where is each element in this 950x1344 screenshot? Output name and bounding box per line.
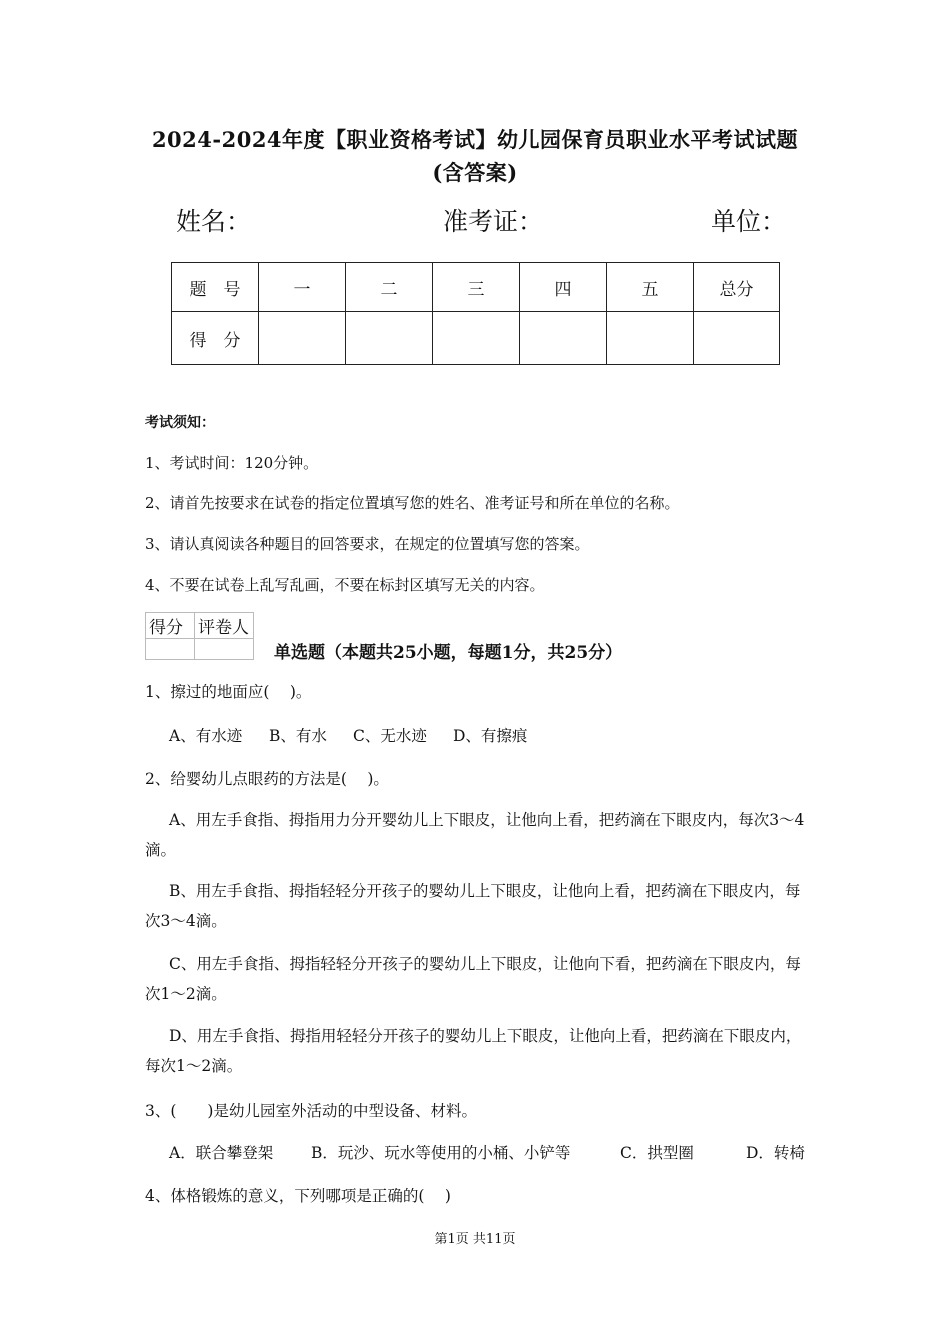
score-cell bbox=[346, 312, 433, 365]
header-cell-total: 总分 bbox=[694, 263, 780, 312]
question-2-option-b: B、用左手食指、拇指轻轻分开孩子的婴幼儿上下眼皮，让他向上看，把药滴在下眼皮内，每次3～4滴。 bbox=[145, 882, 801, 930]
page-footer: 第1页 共11页 bbox=[434, 1232, 516, 1247]
header-cell-question-number: 题 号 bbox=[172, 263, 259, 312]
score-table-score-row bbox=[172, 312, 780, 365]
question-1-option-a: A、有水迹 bbox=[169, 727, 243, 745]
score-row-label: 得 分 bbox=[172, 312, 259, 365]
question-2-option-c: C、用左手食指、拇指轻轻分开孩子的婴幼儿上下眼皮，让他向下看，把药滴在下眼皮内，每次1～2滴。 bbox=[145, 955, 801, 1003]
question-3-stem: 3、( )是幼儿园室外活动的中型设备、材料。 bbox=[145, 1102, 477, 1120]
score-cell bbox=[607, 312, 694, 365]
grader-name-label: 评卷人 bbox=[195, 613, 254, 639]
unit-field-label: 单位： bbox=[711, 207, 787, 236]
question-1-option-d: D、有擦痕 bbox=[453, 727, 528, 745]
grader-score-cell bbox=[146, 639, 195, 660]
grader-name-cell bbox=[195, 639, 254, 660]
score-table-header-row bbox=[172, 263, 780, 312]
score-cell bbox=[520, 312, 607, 365]
question-2-stem: 2、给婴幼儿点眼药的方法是( )。 bbox=[145, 770, 389, 788]
score-cell bbox=[259, 312, 346, 365]
exam-title: 2024-2024年度【职业资格考试】幼儿园保育员职业水平考试试题 bbox=[151, 127, 799, 152]
question-2-option-a: A、用左手食指、拇指用力分开婴幼儿上下眼皮，让他向上看，把药滴在下眼皮内，每次3～4滴。 bbox=[145, 811, 805, 859]
header-cell-part-1: 一 bbox=[259, 263, 346, 312]
notice-item: 1、考试时间：120分钟。 bbox=[145, 454, 319, 472]
score-cell bbox=[433, 312, 520, 365]
grader-score-label: 得分 bbox=[146, 613, 195, 639]
header-cell-part-2: 二 bbox=[346, 263, 433, 312]
question-4-stem: 4、体格锻炼的意义，下列哪项是正确的( ) bbox=[145, 1187, 451, 1205]
name-field-label: 姓名： bbox=[176, 207, 252, 236]
section-title: 单选题（本题共25小题，每题1分，共25分） bbox=[274, 643, 623, 663]
notice-item: 3、请认真阅读各种题目的回答要求，在规定的位置填写您的答案。 bbox=[145, 535, 590, 553]
header-cell-part-5: 五 bbox=[607, 263, 694, 312]
exam-id-field-label: 准考证： bbox=[443, 207, 544, 236]
question-1-stem: 1、擦过的地面应( )。 bbox=[145, 683, 312, 701]
question-1-option-c: C、无水迹 bbox=[353, 727, 427, 745]
notice-item: 4、不要在试卷上乱写乱画，不要在标封区填写无关的内容。 bbox=[145, 576, 545, 594]
score-table bbox=[171, 262, 780, 365]
question-1-option-b: B、有水 bbox=[269, 727, 327, 745]
notice-item: 2、请首先按要求在试卷的指定位置填写您的姓名、准考证号和所在单位的名称。 bbox=[145, 494, 680, 512]
question-3-option-d: D．转椅 bbox=[746, 1144, 805, 1162]
question-2-option-d: D、用左手食指、拇指用轻轻分开孩子的婴幼儿上下眼皮，让他向上看，把药滴在下眼皮内，每次1～2滴。 bbox=[145, 1027, 802, 1075]
score-cell bbox=[694, 312, 780, 365]
notice-title: 考试须知： bbox=[145, 415, 215, 431]
question-3-option-c: C．拱型圈 bbox=[620, 1144, 694, 1162]
header-cell-part-3: 三 bbox=[433, 263, 520, 312]
header-cell-part-4: 四 bbox=[520, 263, 607, 312]
question-3-option-a: A．联合攀登架 bbox=[169, 1144, 274, 1162]
exam-subtitle: (含答案) bbox=[432, 160, 518, 185]
question-3-option-b: B．玩沙、玩水等使用的小桶、小铲等 bbox=[311, 1144, 571, 1162]
grader-box bbox=[145, 612, 254, 660]
